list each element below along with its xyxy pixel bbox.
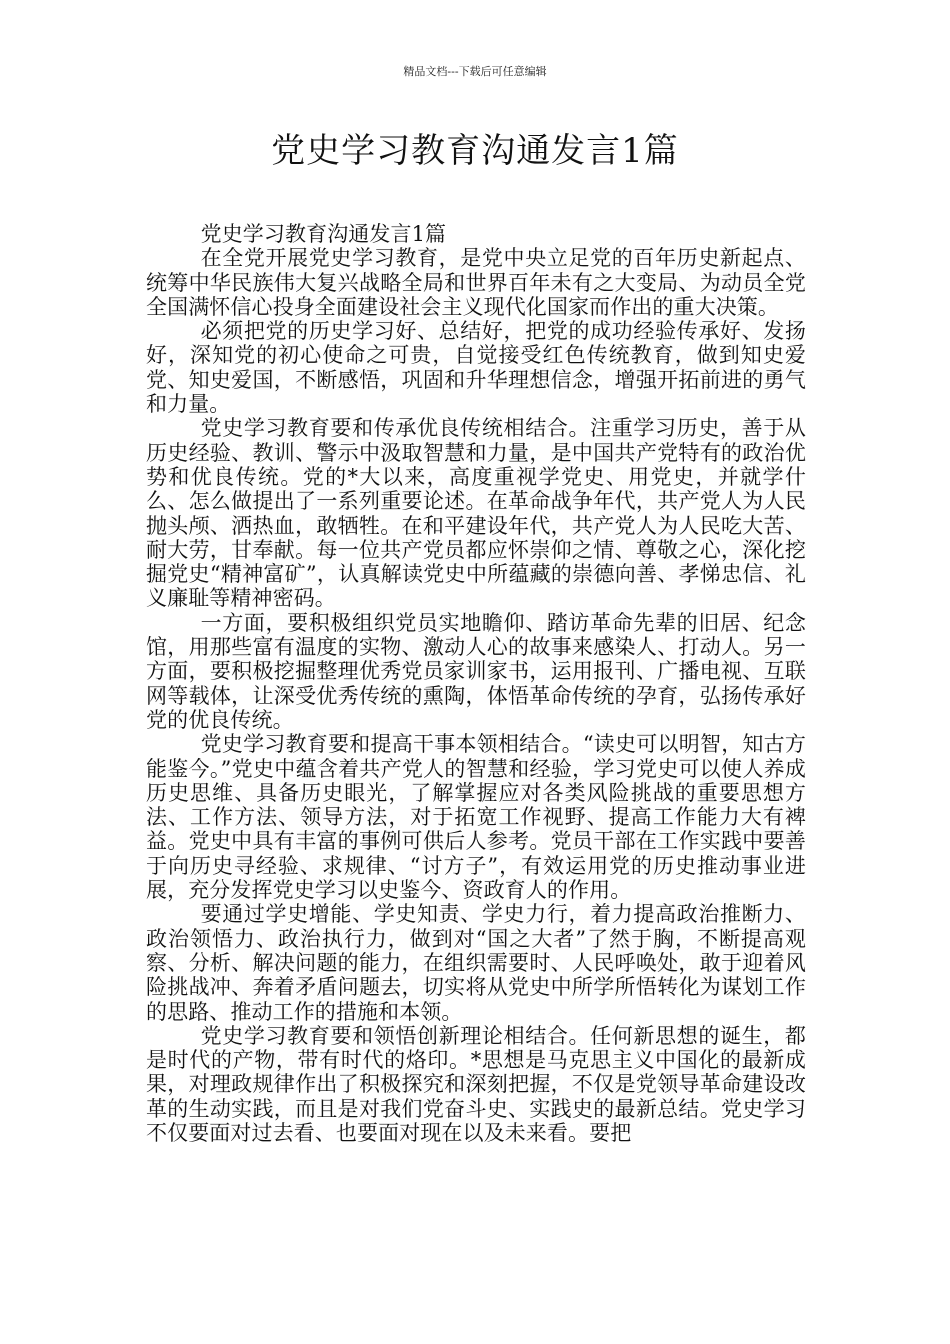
paragraph: 在全党开展党史学习教育，是党中央立足党的百年历史新起点、统筹中华民族伟大复兴战略全局和世界百年未有之大变局、为动员全党全国满怀信心投身全面建设社会主义现代化国家而作出的重大决策。 [146, 246, 806, 319]
paragraph: 要通过学史增能、学史知责、学史力行，着力提高政治推断力、政治领悟力、政治执行力，做到对“国之大者”了然于胸，不断提高观察、分析、解决问题的能力，在组织需要时、人民呼唤处，敢于迎着风险挑战冲、奔着矛盾问题去，切实将从党史中所学所悟转化为谋划工作的思路、推动工作的措施和本领。 [146, 902, 806, 1024]
paragraph-subtitle: 党史学习教育沟通发言1篇 [200, 222, 447, 246]
paragraph: 党史学习教育要和领悟创新理论相结合。任何新思想的诞生，都是时代的产物，带有时代的烙印。*思想是马克思主义中国化的最新成果，对理政规律作出了积极探究和深刻把握，不仅是党领导革命建设改革的生动实践，而且是对我们党奋斗史、实践史的最新总结。党史学习不仅要面对过去看、也要面对现在以及未来看。要把 [146, 1023, 806, 1145]
header-note: 精品文档---下载后可任意编辑 [403, 65, 547, 78]
paragraph: 必须把党的历史学习好、总结好，把党的成功经验传承好、发扬好，深知党的初心使命之可贵，自觉接受红色传统教育，做到知史爱党、知史爱国，不断感悟，巩固和升华理想信念，增强开拓前进的勇气和力量。 [146, 319, 806, 417]
document-body [146, 222, 806, 1145]
paragraph: 党史学习教育要和传承优良传统相结合。注重学习历史，善于从历史经验、教训、警示中汲取智慧和力量，是中国共产党特有的政治优势和优良传统。党的*大以来，高度重视学党史、用党史，并就学什么、怎么做提出了一系列重要论述。在革命战争年代，共产党人为人民抛头颅、洒热血，敢牺牲。在和平建设年代，共产党人为人民吃大苦、耐大劳，甘奉献。每一位共产党员都应怀崇仰之情、尊敬之心，深化挖掘党史“精神富矿”，认真解读党史中所蕴藏的崇德向善、孝悌忠信、礼义廉耻等精神密码。 [146, 416, 806, 611]
paragraph: 一方面，要积极组织党员实地瞻仰、踏访革命先辈的旧居、纪念馆，用那些富有温度的实物、激动人心的故事来感染人、打动人。另一方面，要积极挖掘整理优秀党员家训家书，运用报刊、广播电视、互联网等载体，让深受优秀传统的熏陶，体悟革命传统的孕育，弘扬传承好党的优良传统。 [146, 610, 806, 732]
document-title: 党史学习教育沟通发言1篇 [271, 131, 679, 171]
paragraph: 党史学习教育要和提高干事本领相结合。“读史可以明智，知古方能鉴今。”党史中蕴含着共产党人的智慧和经验，学习党史可以使人养成历史思维、具备历史眼光，了解掌握应对各类风险挑战的重要思想方法、工作方法、领导方法，对于拓宽工作视野、提高工作能力大有裨益。党史中具有丰富的事例可供后人参考。党员干部在工作实践中要善于向历史寻经验、求规律、“讨方子”，有效运用党的历史推动事业进展，充分发挥党史学习以史鉴今、资政育人的作用。 [146, 732, 806, 903]
